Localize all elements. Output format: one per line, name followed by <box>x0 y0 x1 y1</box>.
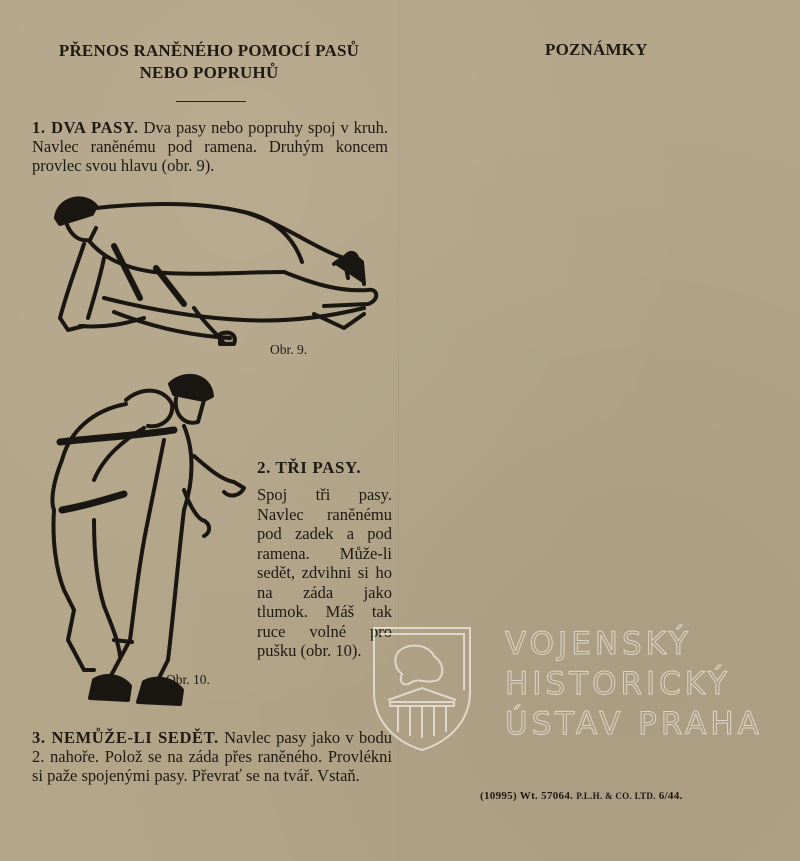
watermark-line2: HISTORICKÝ <box>505 666 731 702</box>
watermark-seal-icon <box>368 622 476 754</box>
watermark-line1: VOJENSKÝ <box>505 626 692 662</box>
page-title-line1: PŘENOS RANĚNÉHO POMOCÍ PASŮ <box>58 41 360 60</box>
notes-title: POZNÁMKY <box>545 40 648 59</box>
watermark-text <box>505 624 795 744</box>
page-title-line2: NEBO POPRUHŮ <box>139 63 279 82</box>
figure-9-caption: Obr. 9. <box>270 342 308 357</box>
print-code-number: (10995) Wt. 57064. <box>480 790 574 802</box>
section-3 <box>32 728 392 785</box>
section-2-text: Spoj tři pasy. Navlec raněnému pod zadek a pod ramena. Může-li sedět, zdvihni si ho na záda jako tlumok. Máš tak ruce volné pro pušku (obr. 10). <box>257 485 392 660</box>
section-1-heading: 1. DVA PASY. <box>32 118 139 137</box>
title-divider <box>176 101 246 102</box>
print-code-date: 6/44. <box>658 790 683 802</box>
section-1 <box>32 118 388 175</box>
figure-9-illustration <box>44 188 384 348</box>
figure-10-illustration <box>34 370 249 715</box>
page-title <box>20 40 398 84</box>
section-3-text: Navlec pasy jako v bodu 2. nahoře. Polož se na záda přes raněného. Provlékni si paže spojenými pasy. Převrať se na tvář. Vstaň. <box>32 728 392 785</box>
print-code <box>480 790 683 802</box>
section-2-heading: 2. TŘI PASY. <box>257 458 362 477</box>
print-code-printer: P.L.H. & CO. LTD. <box>576 791 656 801</box>
watermark-line3: ÚSTAV PRAHA <box>505 706 763 742</box>
section-3-heading: 3. NEMŮŽE-LI SEDĚT. <box>32 728 219 747</box>
section-1-text: Dva pasy nebo popruhy spoj v kruh. Navlec raněnému pod ramena. Druhým koncem provlec svou hlavu (obr. 9). <box>32 118 388 175</box>
figure-10-caption: Obr. 10. <box>166 672 210 687</box>
